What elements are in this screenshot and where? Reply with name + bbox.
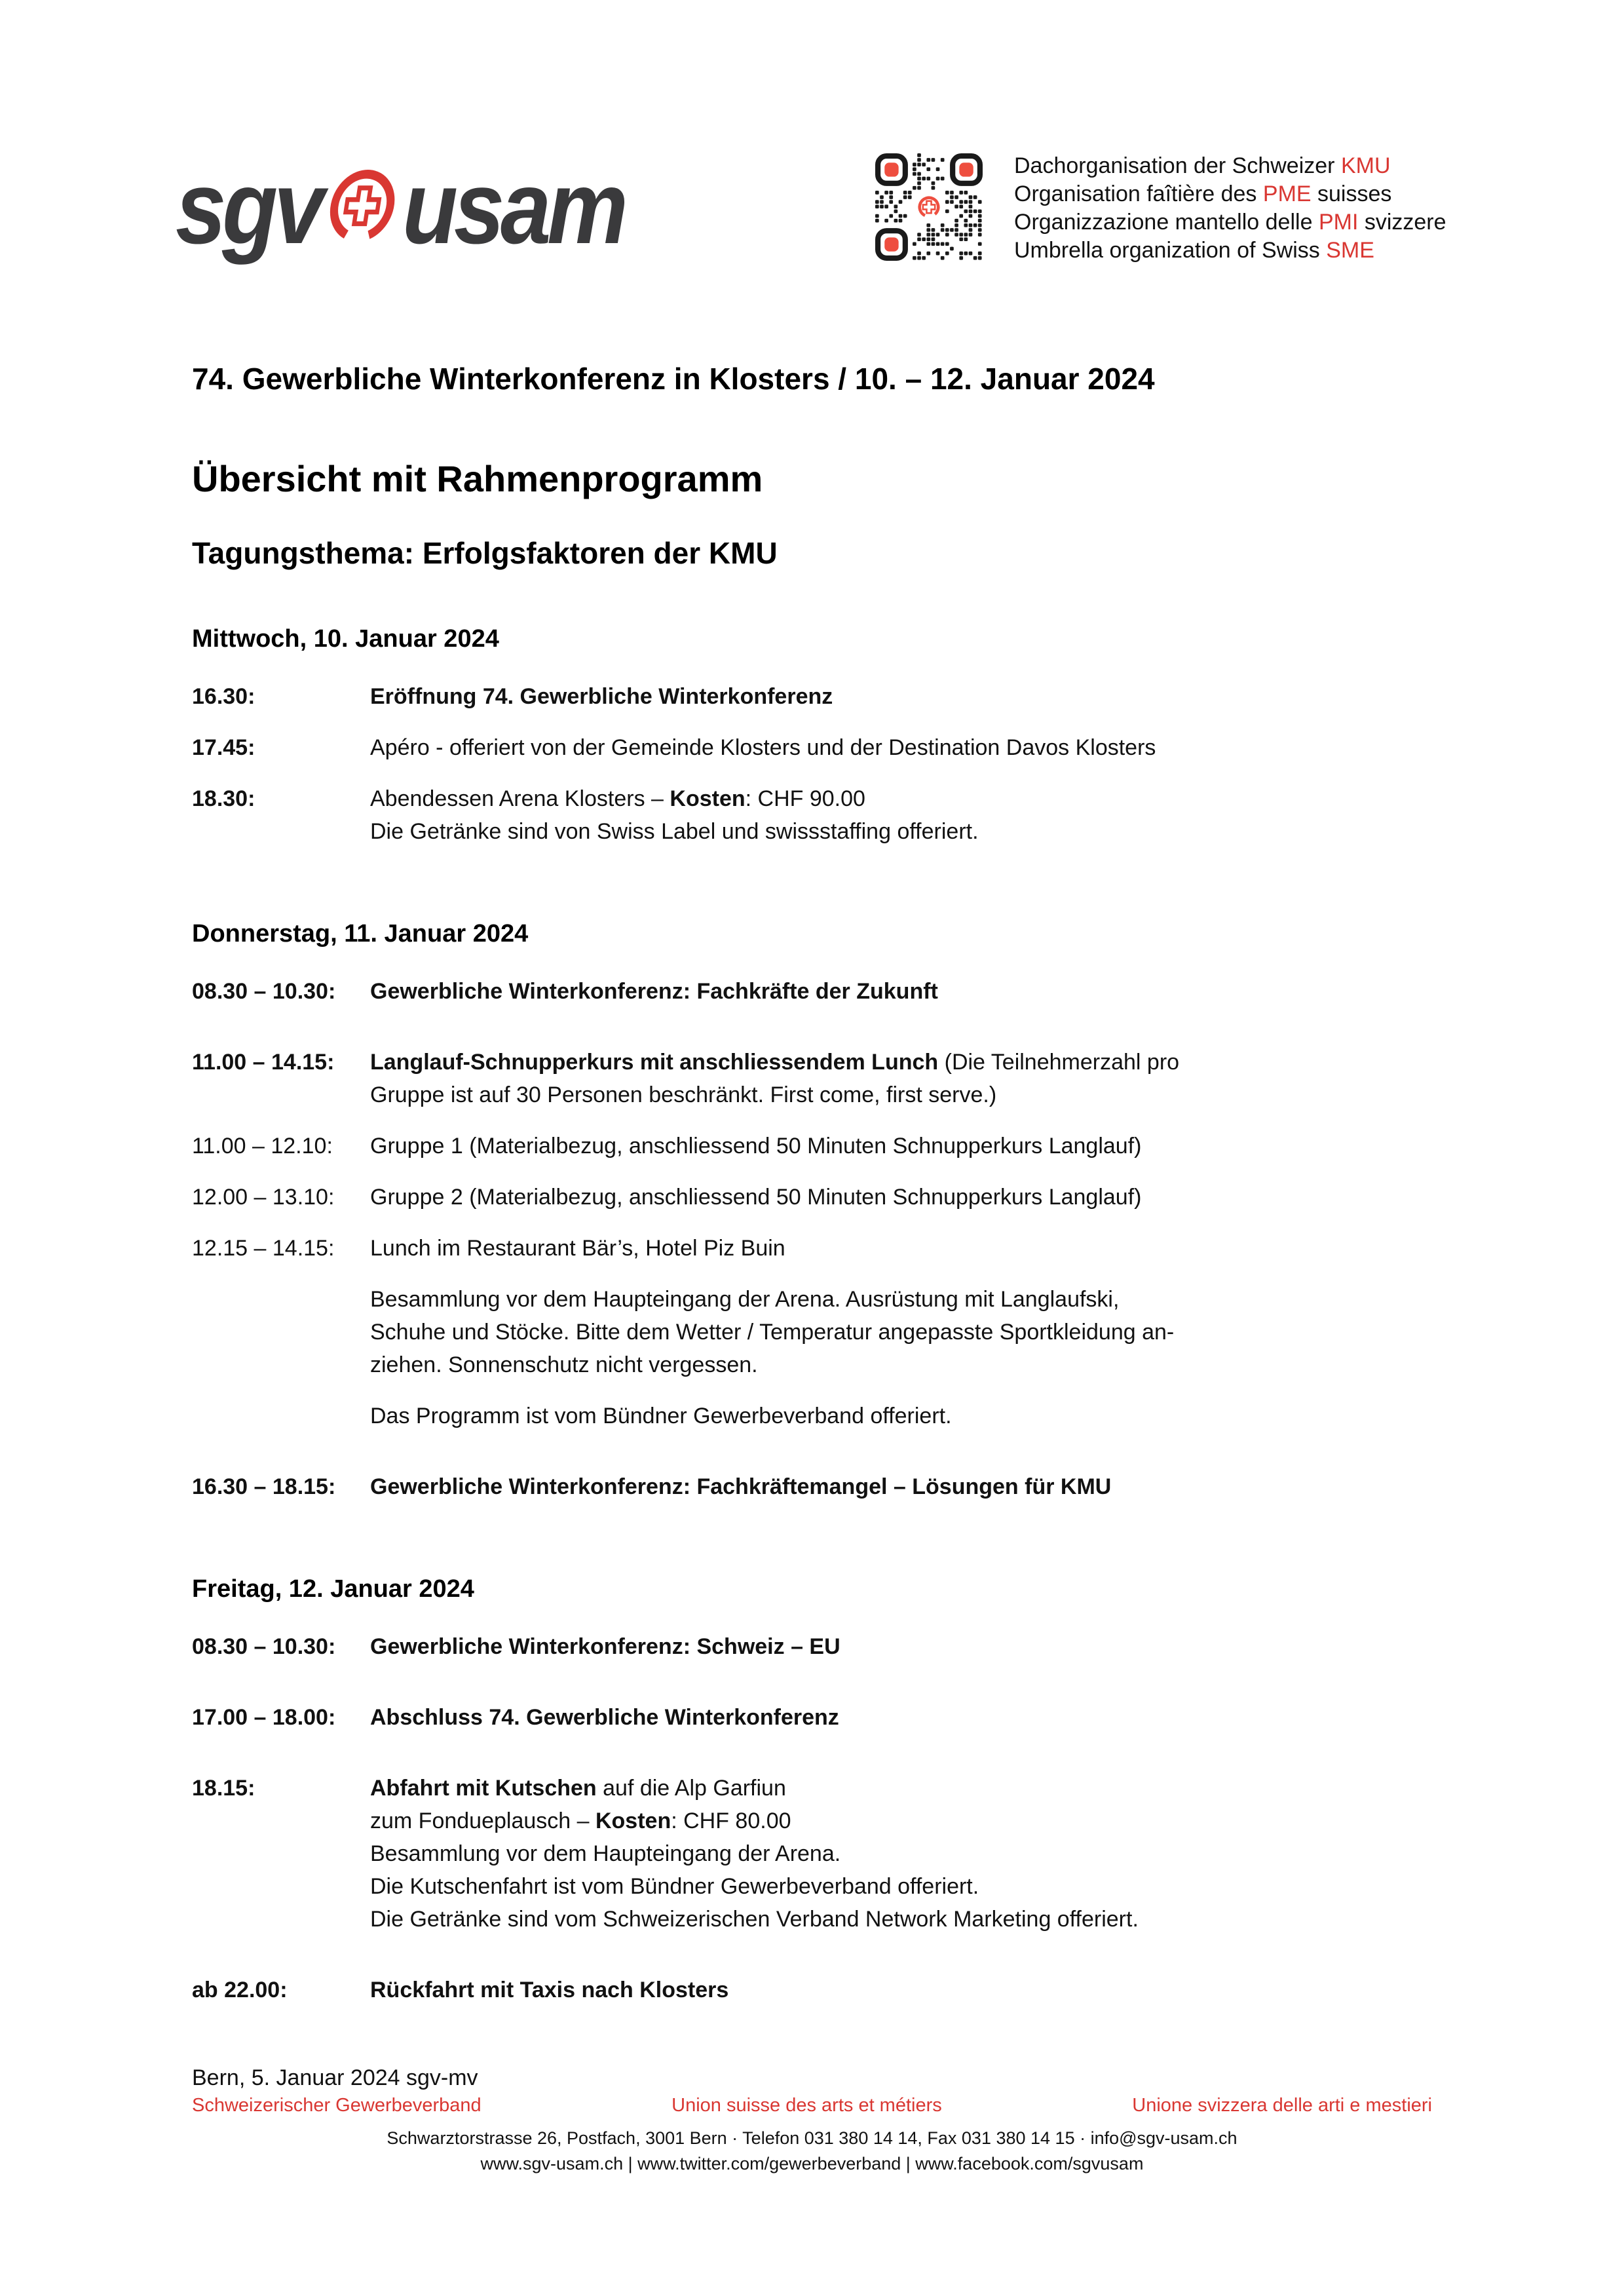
footer-org: Unione svizzera delle arti e mestieri [1132, 2095, 1432, 2116]
text-run: : CHF 80.00 [671, 1808, 791, 1833]
description-line [370, 1400, 1440, 1432]
text-run: Die Kutschenfahrt ist vom Bündner Gewerbeverband offeriert. [370, 1874, 979, 1899]
description-line [370, 782, 1440, 815]
time-cell [192, 1181, 370, 1214]
text-run: 16.30: [192, 684, 255, 709]
text-run: Abfahrt mit Kutschen [370, 1776, 597, 1801]
description-line [370, 1046, 1440, 1079]
claim-line [1014, 180, 1446, 208]
logo-sgv-text: sgv [176, 150, 321, 265]
text-run: 17.45: [192, 735, 255, 760]
text-run: 17.00 – 18.00: [192, 1705, 336, 1730]
description-line [370, 1837, 1440, 1870]
description-line [370, 1630, 1440, 1663]
schedule-row [192, 1974, 1440, 2006]
schedule-row [192, 1470, 1440, 1503]
description-line [370, 1470, 1440, 1503]
footer-org: Schweizerischer Gewerbeverband [192, 2095, 482, 2116]
day-heading: Mittwoch, 10. Januar 2024 [192, 625, 499, 653]
text-run: ab 22.00: [192, 1978, 288, 2002]
time-cell [192, 1400, 370, 1432]
day-section [192, 919, 1440, 1521]
text-run: Gewerbliche Winterkonferenz: Schweiz – EU [370, 1634, 840, 1659]
description-line [370, 815, 1440, 848]
time-cell [192, 1470, 370, 1503]
text-run: 18.30: [192, 786, 255, 811]
description-line [370, 1903, 1440, 1936]
text-run: Besammlung vor dem Haupteingang der Arena. [370, 1841, 841, 1866]
schedule-row [192, 1046, 1440, 1111]
time-cell [192, 1630, 370, 1663]
day-section [192, 1574, 1440, 2025]
claim-line [1014, 152, 1446, 180]
schedule-row [192, 1232, 1440, 1265]
time-cell [192, 1130, 370, 1162]
text-run: Besammlung vor dem Haupteingang der Arena. Ausrüstung mit Langlaufski, [370, 1287, 1120, 1312]
day-heading: Donnerstag, 11. Januar 2024 [192, 920, 529, 947]
text-run: Langlauf-Schnupperkurs mit anschliessendem Lunch [370, 1050, 939, 1075]
document-body [192, 362, 1440, 2094]
time-cell [192, 680, 370, 713]
claim-text: suisses [1311, 182, 1392, 206]
description-cell [370, 680, 1440, 713]
schedule-row [192, 1400, 1440, 1432]
claim-accent-text: PMI [1318, 210, 1359, 235]
time-cell [192, 1046, 370, 1111]
text-run: Abschluss 74. Gewerbliche Winterkonferenz [370, 1705, 839, 1730]
description-line [370, 1805, 1440, 1837]
logo-usam-text: usam [402, 150, 624, 265]
time-cell [192, 1232, 370, 1265]
schedule-row [192, 680, 1440, 713]
time-cell [192, 975, 370, 1008]
schedule-row [192, 782, 1440, 848]
schedule-row [192, 1701, 1440, 1734]
text-run: Die Getränke sind vom Schweizerischen Verband Network Marketing offeriert. [370, 1907, 1139, 1932]
text-run: Lunch im Restaurant Bär’s, Hotel Piz Buin [370, 1236, 785, 1261]
time-cell [192, 1974, 370, 2006]
text-run: 11.00 – 12.10: [192, 1134, 333, 1158]
claim-text: Organizzazione mantello delle [1014, 210, 1319, 235]
footer-org: Union suisse des arts et métiers [671, 2095, 942, 2116]
time-cell [192, 731, 370, 764]
schedule-row [192, 731, 1440, 764]
description-line [370, 1283, 1440, 1316]
description-cell [370, 1232, 1440, 1265]
text-run: Gewerbliche Winterkonferenz: Fachkräftemangel – Lösungen für KMU [370, 1474, 1112, 1499]
description-cell [370, 782, 1440, 848]
description-line [370, 975, 1440, 1008]
description-cell [370, 1046, 1440, 1111]
footer-address: Schwarztorstrasse 26, Postfach, 3001 Bern · Telefon 031 380 14 14, Fax 031 380 14 15 · info@sgv-usam.ch [387, 2128, 1237, 2148]
description-cell [370, 975, 1440, 1008]
description-line [370, 1349, 1440, 1381]
text-run: Gruppe 1 (Materialbezug, anschliessend 50 Minuten Schnupperkurs Langlauf) [370, 1134, 1142, 1158]
text-run: (Die Teilnehmerzahl pro [938, 1050, 1180, 1075]
claim-text: Dachorganisation der Schweizer [1014, 153, 1341, 178]
time-cell [192, 1772, 370, 1936]
page-title: 74. Gewerbliche Winterkonferenz in Klosters / 10. – 12. Januar 2024 [192, 362, 1155, 396]
description-line [370, 1130, 1440, 1162]
footer-orgs [192, 2094, 1432, 2116]
text-run: Apéro - offeriert von der Gemeinde Klosters und der Destination Davos Klosters [370, 735, 1156, 760]
schedule [192, 624, 1440, 2025]
text-run: 08.30 – 10.30: [192, 979, 336, 1004]
schedule-row [192, 1130, 1440, 1162]
swiss-cross-emblem-icon [326, 163, 399, 246]
text-run: Eröffnung 74. Gewerbliche Winterkonferenz [370, 684, 833, 709]
description-line [370, 1974, 1440, 2006]
description-cell [370, 1772, 1440, 1936]
text-run: auf die Alp Garfiun [596, 1776, 786, 1801]
text-run: Gewerbliche Winterkonferenz: Fachkräfte der Zukunft [370, 979, 938, 1004]
time-cell [192, 1283, 370, 1381]
text-run: Gruppe 2 (Materialbezug, anschliessend 50 Minuten Schnupperkurs Langlauf) [370, 1185, 1142, 1210]
schedule-row [192, 1283, 1440, 1381]
description-cell [370, 1974, 1440, 2006]
text-run: Kosten [670, 786, 746, 811]
text-run: Die Getränke sind von Swiss Label und swissstaffing offeriert. [370, 819, 979, 844]
description-cell [370, 1181, 1440, 1214]
day-section [192, 624, 1440, 866]
signoff: Bern, 5. Januar 2024 sgv-mv [192, 2065, 478, 2090]
text-run: Kosten [595, 1808, 671, 1833]
claim-accent-text: SME [1326, 238, 1374, 263]
claim-line [1014, 237, 1446, 265]
conference-theme: Tagungsthema: Erfolgsfaktoren der KMU [192, 536, 778, 570]
description-line [370, 1232, 1440, 1265]
description-cell [370, 1283, 1440, 1381]
day-heading: Freitag, 12. Januar 2024 [192, 1575, 474, 1603]
text-run: 18.15: [192, 1776, 255, 1801]
qr-code-icon [875, 153, 983, 261]
claim-accent-text: PME [1262, 182, 1312, 206]
claim-text: Umbrella organization of Swiss [1014, 238, 1327, 263]
text-run: : CHF 90.00 [745, 786, 865, 811]
text-run: 08.30 – 10.30: [192, 1634, 336, 1659]
description-line [370, 1079, 1440, 1111]
text-run: Das Programm ist vom Bündner Gewerbeverband offeriert. [370, 1404, 952, 1428]
schedule-row [192, 975, 1440, 1008]
description-cell [370, 1470, 1440, 1503]
description-cell [370, 1701, 1440, 1734]
claim-line [1014, 208, 1446, 237]
description-line [370, 680, 1440, 713]
description-line [370, 1772, 1440, 1805]
description-cell [370, 1630, 1440, 1663]
claim-accent-text: KMU [1340, 153, 1391, 178]
description-cell [370, 1130, 1440, 1162]
schedule-row [192, 1772, 1440, 1936]
description-line [370, 1316, 1440, 1349]
description-line [370, 1181, 1440, 1214]
subtitle: Übersicht mit Rahmenprogramm [192, 458, 763, 499]
claim-text: Organisation faîtière des [1014, 182, 1263, 206]
time-cell [192, 782, 370, 848]
description-cell [370, 1400, 1440, 1432]
text-run: Abendessen Arena Klosters – [370, 786, 670, 811]
text-run: Schuhe und Stöcke. Bitte dem Wetter / Temperatur angepasste Sportkleidung an- [370, 1320, 1175, 1345]
description-line [370, 731, 1440, 764]
claim-text: svizzere [1358, 210, 1446, 235]
text-run: Gruppe ist auf 30 Personen beschränkt. First come, first serve.) [370, 1082, 997, 1107]
footer-web: www.sgv-usam.ch | www.twitter.com/gewerbeverband | www.facebook.com/sgvusam [480, 2154, 1144, 2173]
description-line [370, 1870, 1440, 1903]
text-run: Rückfahrt mit Taxis nach Klosters [370, 1978, 729, 2002]
schedule-row [192, 1630, 1440, 1663]
schedule-row [192, 1181, 1440, 1214]
time-cell [192, 1701, 370, 1734]
text-run: ziehen. Sonnenschutz nicht vergessen. [370, 1352, 758, 1377]
text-run: zum Fondueplausch – [370, 1808, 595, 1833]
text-run: 12.00 – 13.10: [192, 1185, 335, 1210]
description-cell [370, 731, 1440, 764]
text-run: 16.30 – 18.15: [192, 1474, 336, 1499]
logo [176, 150, 624, 265]
text-run: 11.00 – 14.15: [192, 1050, 335, 1075]
description-line [370, 1701, 1440, 1734]
header-claims [1014, 152, 1446, 265]
text-run: 12.15 – 14.15: [192, 1236, 335, 1261]
